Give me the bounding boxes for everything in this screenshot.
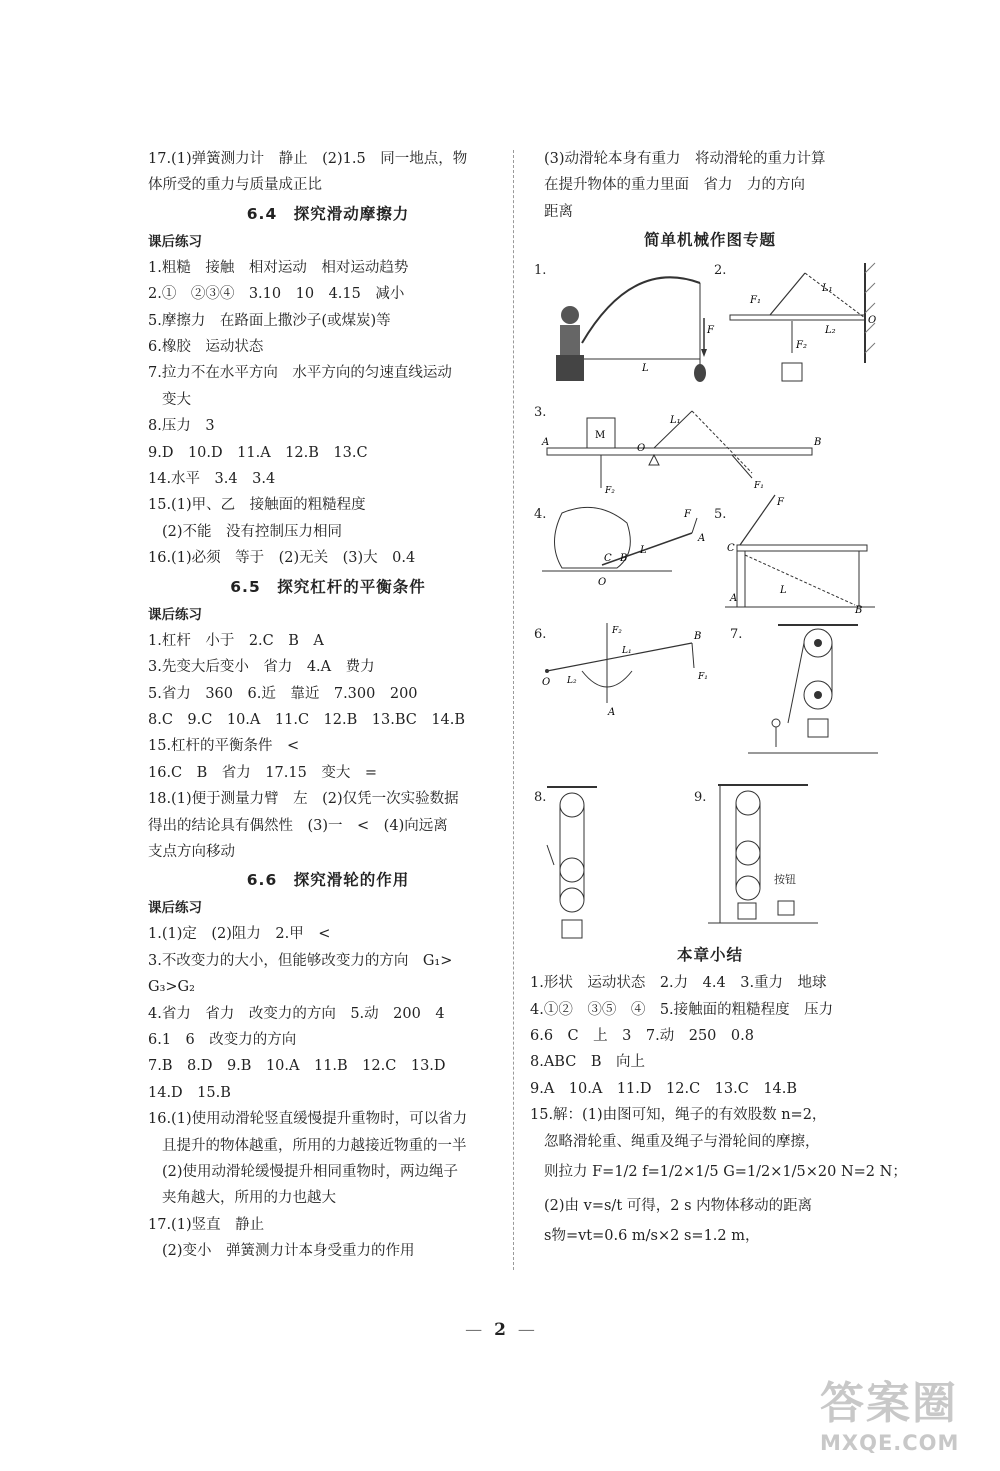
svg-text:A: A bbox=[698, 533, 706, 545]
text-line: 忽略滑轮重、绳重及绳子与滑轮间的摩擦， bbox=[544, 1133, 820, 1150]
diagram-number: 9. bbox=[694, 790, 707, 806]
svg-text:F₂: F₂ bbox=[605, 486, 615, 497]
text-line: 且提升的物体越重，所用的力越接近物重的一半 bbox=[162, 1137, 467, 1154]
text-line: 16.(1)使用动滑轮竖直缓慢提升重物时，可以省力 bbox=[148, 1111, 468, 1128]
svg-text:L₁: L₁ bbox=[670, 415, 681, 427]
formula-line: (2)由 v=s/t 可得，2 s 内物体移动的距离 bbox=[544, 1198, 813, 1215]
svg-text:A: A bbox=[608, 707, 616, 719]
svg-text:O: O bbox=[637, 443, 646, 455]
section-heading-6-5: 6.5 探究杠杆的平衡条件 bbox=[230, 577, 426, 596]
pulley-system-diagram bbox=[748, 623, 878, 773]
motor-pulley-diagram bbox=[708, 783, 818, 933]
section-heading-6-4: 6.4 探究滑动摩擦力 bbox=[246, 204, 410, 223]
text-line: 14.水平 3.4 3.4 bbox=[148, 471, 276, 488]
svg-text:B: B bbox=[814, 437, 822, 449]
text-line: 18.(1)便于测量力臂 左 (2)仅凭一次实验数据 bbox=[148, 791, 459, 808]
text-line: 4.①② ③⑤ ④ 5.接触面的粗糙程度 压力 bbox=[530, 1001, 834, 1018]
svg-text:L₂: L₂ bbox=[567, 676, 577, 687]
section-heading-6-6: 6.6 探究滑轮的作用 bbox=[246, 871, 410, 890]
text-line: 16.C B 省力 17.15 变大 = bbox=[148, 764, 377, 781]
diagram-number: 8. bbox=[534, 790, 547, 806]
knob-label: 按钮 bbox=[774, 873, 796, 887]
text-line: 2.① ②③④ 3.10 10 4.15 减小 bbox=[148, 286, 405, 303]
text-line: 1.杠杆 小于 2.C B A bbox=[148, 632, 324, 649]
right-column bbox=[530, 146, 907, 1249]
compound-pulley-diagram bbox=[542, 785, 602, 945]
svg-text:L₁: L₁ bbox=[822, 283, 833, 295]
text-line: 15.杠杆的平衡条件 < bbox=[148, 738, 300, 755]
watermark-bottom: MXQE.COM bbox=[820, 1431, 960, 1455]
fishing-rod-diagram bbox=[542, 263, 712, 393]
text-line: (3)动滑轮本身有重力 将动滑轮的重力计算 bbox=[544, 151, 826, 167]
text-line: 15.(1)甲、乙 接触面的粗糙程度 bbox=[148, 497, 366, 514]
seesaw-lever-diagram bbox=[542, 403, 832, 498]
diagram-number: 5. bbox=[714, 507, 727, 523]
subheading-exercises: 课后练习 bbox=[148, 233, 202, 250]
diagram-number: 6. bbox=[534, 627, 547, 643]
diagram-area bbox=[530, 255, 890, 940]
svg-text:L: L bbox=[640, 545, 647, 557]
subheading-exercises: 课后练习 bbox=[148, 606, 202, 623]
text-line: 变大 bbox=[162, 391, 191, 408]
diagram-number: 2. bbox=[714, 263, 727, 279]
svg-text:F: F bbox=[684, 509, 691, 521]
text-line: 3.不改变力的大小，但能够改变力的方向 G₁> bbox=[148, 952, 453, 969]
section-heading-drawing: 简单机械作图专题 bbox=[643, 231, 776, 250]
text-line: 1.形状 运动状态 2.力 4.4 3.重力 地球 bbox=[530, 975, 827, 992]
text-line: 16.(1)必须 等于 (2)无关 (3)大 0.4 bbox=[148, 550, 416, 567]
text-line: 在提升物体的重力里面 省力 力的方向 bbox=[544, 177, 805, 194]
formula-line: 则拉力 F=1/2 f=1/2×1/5 G=1/2×1/5×20 N=2 N； bbox=[544, 1164, 907, 1181]
text-line: 夹角越大，所用的力也越大 bbox=[162, 1190, 336, 1207]
text-line: 3.先变大后变小 省力 4.A 费力 bbox=[148, 659, 375, 676]
left-column bbox=[148, 146, 508, 1265]
text-line: G₃>G₂ bbox=[148, 979, 195, 996]
text-line: 17.(1)竖直 静止 bbox=[148, 1216, 265, 1233]
subheading-exercises: 课后练习 bbox=[148, 900, 202, 917]
pivot-lever-diagram bbox=[542, 623, 722, 718]
text-line: 6.1 6 改变力的方向 bbox=[148, 1031, 297, 1048]
diagram-number: 7. bbox=[730, 627, 743, 643]
table-lever-diagram bbox=[725, 495, 875, 615]
text-line: 5.摩擦力 在路面上撒沙子(或煤炭)等 bbox=[148, 312, 391, 329]
section-heading-summary: 本章小结 bbox=[676, 946, 743, 965]
diagram-number: 3. bbox=[534, 405, 547, 421]
text-line: s物=vt=0.6 m/s×2 s=1.2 m， bbox=[544, 1228, 760, 1245]
text-line: 体所受的重力与质量成正比 bbox=[148, 177, 322, 194]
text-line: 4.省力 省力 改变力的方向 5.动 200 4 bbox=[148, 1005, 445, 1022]
svg-text:F: F bbox=[777, 497, 784, 509]
text-line: 距离 bbox=[544, 203, 573, 220]
text-line: (2)不能 没有控制压力相同 bbox=[162, 523, 343, 540]
diagram-number: 1. bbox=[534, 263, 547, 279]
column-divider bbox=[513, 150, 514, 1270]
svg-text:F: F bbox=[707, 325, 714, 337]
svg-text:F₁: F₁ bbox=[754, 481, 764, 492]
svg-text:F₁: F₁ bbox=[750, 295, 761, 307]
text-line: 8.ABC B 向上 bbox=[530, 1054, 645, 1071]
svg-text:C: C bbox=[604, 553, 612, 565]
text-line: 6.橡胶 运动状态 bbox=[148, 339, 264, 356]
text-line: 9.D 10.D 11.A 12.B 13.C bbox=[148, 444, 368, 461]
crowbar-rock-diagram bbox=[542, 503, 712, 593]
text-line: 7.拉力不在水平方向 水平方向的匀速直线运动 bbox=[148, 365, 452, 382]
diagram-number: 4. bbox=[534, 507, 547, 523]
text-line: 17.(1)弹簧测力计 静止 (2)1.5 同一地点，物 bbox=[148, 151, 468, 167]
svg-text:O: O bbox=[598, 577, 607, 589]
svg-text:B: B bbox=[694, 631, 702, 643]
text-line: (2)变小 弹簧测力计本身受重力的作用 bbox=[162, 1243, 415, 1260]
watermark-logo bbox=[820, 1378, 995, 1466]
text-line: 6.6 C 上 3 7.动 250 0.8 bbox=[530, 1028, 754, 1045]
svg-text:O: O bbox=[542, 677, 551, 689]
text-line: 1.粗糙 接触 相对运动 相对运动趋势 bbox=[148, 259, 409, 276]
text-line: 8.C 9.C 10.A 11.C 12.B 13.BC 14.B bbox=[148, 711, 466, 728]
watermark-top: 答案圈 bbox=[820, 1378, 958, 1429]
lever-bracket-diagram bbox=[720, 263, 880, 393]
text-line: 7.B 8.D 9.B 10.A 11.B 12.C 13.D bbox=[148, 1058, 446, 1075]
svg-text:B: B bbox=[620, 553, 628, 565]
text-line: 5.省力 360 6.近 靠近 7.300 200 bbox=[148, 685, 418, 702]
text-line: (2)使用动滑轮缓慢提升相同重物时，两边绳子 bbox=[162, 1164, 459, 1180]
page-number-value: 2 bbox=[494, 1320, 506, 1340]
svg-text:B: B bbox=[855, 605, 863, 617]
svg-text:L: L bbox=[780, 585, 787, 597]
page-number: — 2 — bbox=[465, 1320, 535, 1340]
text-line: 9.A 10.A 11.D 12.C 13.C 14.B bbox=[530, 1080, 798, 1097]
text-line: 8.压力 3 bbox=[148, 418, 215, 435]
svg-text:A: A bbox=[730, 593, 738, 605]
svg-text:F₂: F₂ bbox=[796, 340, 807, 352]
svg-text:F₁: F₁ bbox=[698, 672, 708, 683]
svg-text:M: M bbox=[595, 430, 606, 442]
svg-text:F₂: F₂ bbox=[612, 626, 622, 637]
svg-text:L₂: L₂ bbox=[825, 325, 836, 337]
svg-text:A: A bbox=[542, 437, 550, 449]
text-line: 15.解：(1)由图可知，绳子的有效股数 n=2， bbox=[530, 1107, 827, 1124]
svg-text:L: L bbox=[642, 363, 649, 375]
svg-text:C: C bbox=[727, 543, 735, 555]
text-line: 支点方向移动 bbox=[148, 843, 235, 860]
svg-text:L₁: L₁ bbox=[622, 646, 632, 657]
svg-text:O: O bbox=[868, 315, 877, 327]
text-line: 14.D 15.B bbox=[148, 1084, 231, 1101]
text-line: 1.(1)定 (2)阻力 2.甲 < bbox=[148, 926, 331, 943]
text-line: 得出的结论具有偶然性 (3)一 < (4)向远离 bbox=[148, 817, 448, 834]
